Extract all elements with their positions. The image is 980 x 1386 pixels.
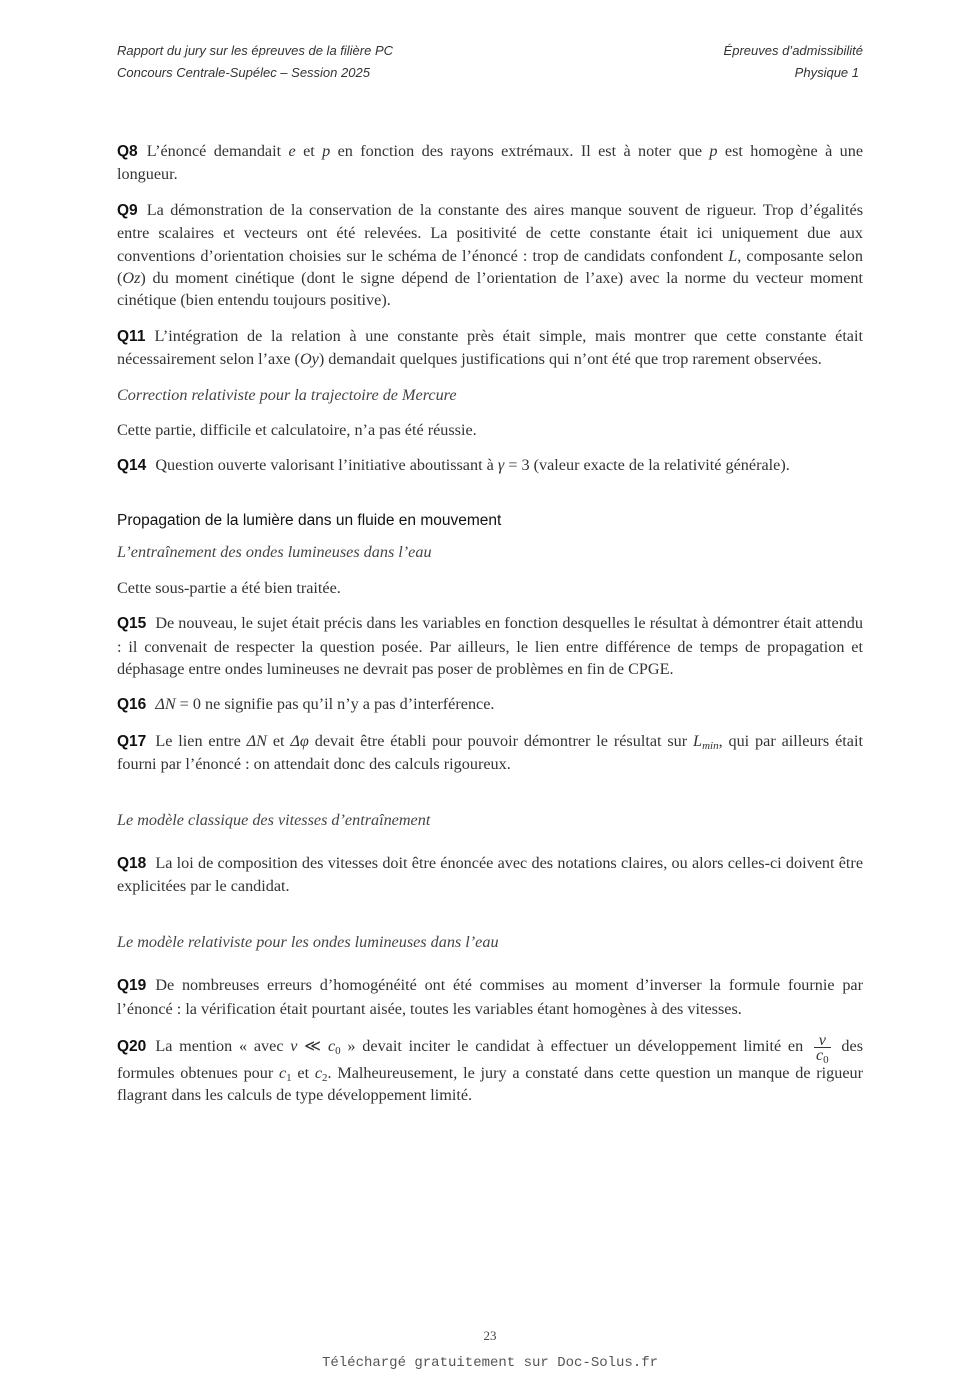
subsection-title-relativiste: Le modèle relativiste pour les ondes lumineuses dans l’eau xyxy=(117,932,499,951)
question-label: Q16 xyxy=(117,696,147,714)
header-exam-type: Épreuves d’admissibilité xyxy=(723,43,863,58)
paragraph-q20: Q20 La mention « avec v ≪ $c_0$ » devait inciter le candidat à effectuer un développement limité en $\frac{v}{c_0}$ des formules obtenues pour $c_1$ et $c_2$. Malheureusement, le jury a constaté dans cette question un manque de rigueur flagrant dans les calculs de type développement limité. xyxy=(117,1030,863,1105)
question-label: Q19 xyxy=(117,977,147,995)
paragraph-q15: Q15 De nouveau, le sujet était précis dans les variables en fonction desquelles le résultat à démontrer était attendu : il convenait de respecter la question posée. Par ailleurs, le lien entre différence de temps de propagation et déphasage entre ondes lumineuses ne devrait pas poser de problèmes en fin de CPGE. xyxy=(117,614,863,678)
paragraph-q9: Q9 La démonstration de la conservation de la constante des aires manque souvent de rigueur. Trop d’égalités entre scalaires et vecteurs ont été relevées. La positivité de cette constante était ici uniquement due aux conventions d’orientation choisies sur le schéma de l’énoncé : trop de candidats confondent L, composante selon (Oz) du moment cinétique (dont le signe dépend de l’orientation de l’axe) avec la norme du vecteur moment cinétique (bien entendu toujours positive). xyxy=(117,200,863,310)
paragraph-mercure: Cette partie, difficile et calculatoire, n’a pas été réussie. xyxy=(117,421,477,440)
header-subject: Physique 1 xyxy=(794,65,859,80)
subsection-title-classique: Le modèle classique des vitesses d’entraînement xyxy=(117,810,431,829)
page-number: 23 xyxy=(483,1328,497,1343)
paragraph-q8: Q8 L’énoncé demandait e et p en fonction des rayons extrémaux. Il est à noter que p est homogène à une longueur. xyxy=(117,142,864,184)
header-report-title: Rapport du jury sur les épreuves de la filière PC xyxy=(117,43,394,58)
question-label: Q9 xyxy=(117,201,138,219)
section-title: Propagation de la lumière dans un fluide en mouvement xyxy=(117,511,502,529)
question-label: Q20 xyxy=(117,1038,147,1056)
paragraph-q16: Q16 ΔN = 0 ne signifie pas qu’il n’y a pas d’interférence. xyxy=(117,695,495,714)
paragraph-q11: Q11 L’intégration de la relation à une constante près était simple, mais montrer que cette constante était nécessairement selon l’axe (Oy) demandait quelques justifications qui n’ont été que trop rarement observées. xyxy=(117,326,863,369)
paragraph-q19: Q19 De nombreuses erreurs d’homogénéité ont été commises au moment d’inverser la formule fournie par l’énoncé : la vérification était pourtant aisée, toutes les variables étant homogènes à des vitesses. xyxy=(117,976,863,1018)
fraction-v-over-c0: $\frac{v}{c_0}$ xyxy=(815,1030,829,1066)
question-label: Q11 xyxy=(117,327,146,345)
subsection-title-mercure: Correction relativiste pour la trajectoire de Mercure xyxy=(117,385,457,404)
question-label: Q17 xyxy=(117,732,147,750)
question-label: Q14 xyxy=(117,457,147,475)
header-session: Concours Centrale-Supélec – Session 2025 xyxy=(117,65,370,80)
download-footer: Téléchargé gratuitement sur Doc-Solus.fr xyxy=(321,1355,659,1371)
page-body xyxy=(117,140,863,1120)
subsection-title-entrainement: L’entraînement des ondes lumineuses dans l’eau xyxy=(117,543,432,562)
question-label: Q8 xyxy=(117,143,138,160)
paragraph-entrainement: Cette sous-partie a été bien traitée. xyxy=(117,578,341,597)
paragraph-q14: Q14 Question ouverte valorisant l’initiative aboutissant à γ = 3 (valeur exacte de la relativité générale). xyxy=(117,456,790,475)
paragraph-q18: Q18 La loi de composition des vitesses doit être énoncée avec des notations claires, ou alors celles-ci doivent être explicitées par le candidat. xyxy=(117,853,863,896)
paragraph-q17: Q17 Le lien entre ΔN et Δφ devait être établi pour pouvoir démontrer le résultat sur $L_{min}$, qui par ailleurs était fourni par l’énoncé : on attendait donc des calculs rigoureux. xyxy=(117,731,863,774)
question-label: Q15 xyxy=(117,615,147,633)
question-label: Q18 xyxy=(117,854,147,872)
